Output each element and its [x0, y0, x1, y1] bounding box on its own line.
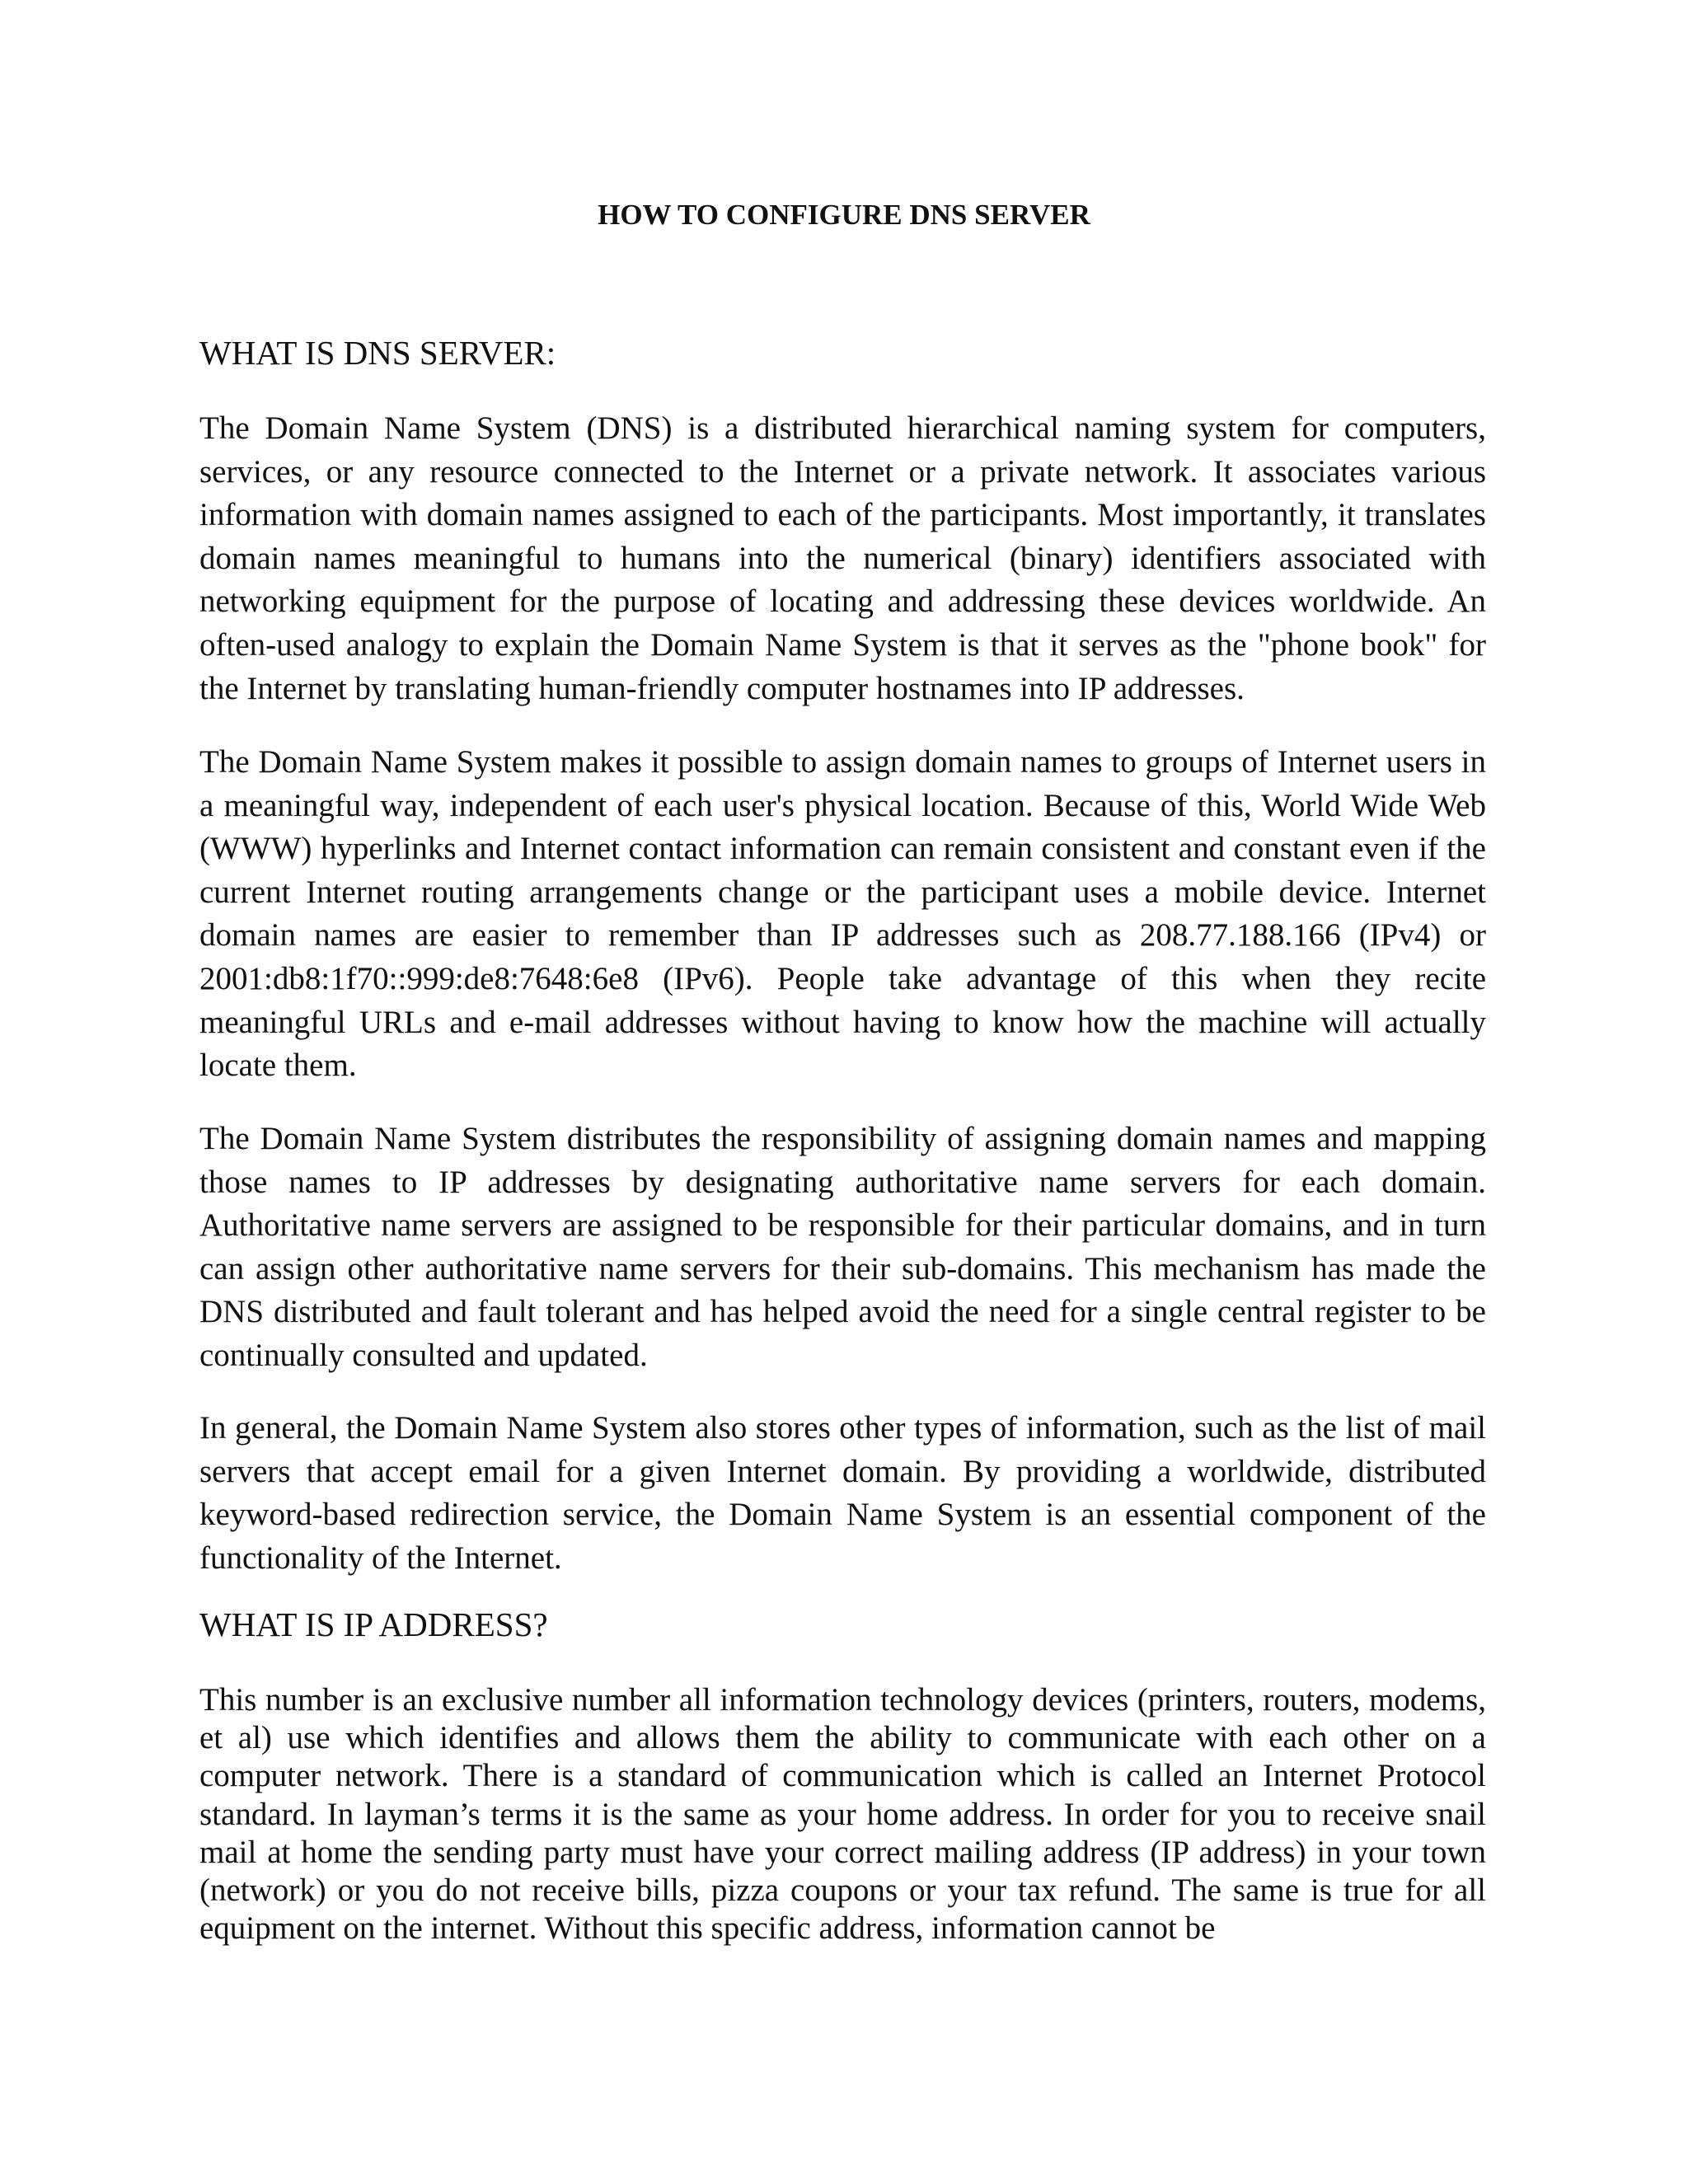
paragraph-dns-other-information: In general, the Domain Name System also stores other types of information, such as the list of mail servers that accept email for a given Internet domain. By providing a worldwide, distributed keyword-based redirection service, the Domain Name System is an essential component of the functionality of the Internet.	[199, 1410, 1486, 1576]
paragraph-dns-domain-names: The Domain Name System makes it possible to assign domain names to groups of Internet users in a meaningful way, independent of each user's physical location. Because of this, World Wide Web (WWW) hyperlinks and Internet contact information can remain consistent and constant even if the current Internet routing arrangements change or the participant uses a mobile device. Internet domain names are easier to remember than IP addresses such as 208.77.188.166 (IPv4) or 2001:db8:1f70::999:de8:7648:6e8 (IPv6). People take advantage of this when they recite meaningful URLs and e-mail addresses without having to know how the machine will actually locate them.	[199, 744, 1486, 1084]
paragraph-dns-definition: The Domain Name System (DNS) is a distributed hierarchical naming system for computers, services, or any resource connected to the Internet or a private network. It associates various information with domain names assigned to each of the participants. Most importantly, it translates domain names meaningful to humans into the numerical (binary) identifiers associated with networking equipment for the purpose of locating and addressing these devices worldwide. An often-used analogy to explain the Domain Name System is that it serves as the "phone book" for the Internet by translating human-friendly computer hostnames into IP addresses.	[199, 410, 1486, 706]
document-title: HOW TO CONFIGURE DNS SERVER	[598, 199, 1090, 231]
paragraph-ip-address-definition: This number is an exclusive number all information technology devices (printers, routers, modems, et al) use which identifies and allows them the ability to communicate with each other on a computer network. There is a standard of communication which is called an Internet Protocol standard. In layman’s terms it is the same as your home address. In order for you to receive snail mail at home the sending party must have your correct mailing address (IP address) in your town (network) or you do not receive bills, pizza coupons or your tax refund. The same is true for all equipment on the internet. Without this specific address, information cannot be	[199, 1682, 1486, 1947]
section-heading-ip-address: WHAT IS IP ADDRESS?	[199, 1605, 548, 1643]
paragraph-dns-authoritative-servers: The Domain Name System distributes the responsibility of assigning domain names and mapping those names to IP addresses by designating authoritative name servers for each domain. Authoritative name servers are assigned to be responsible for their particular domains, and in turn can assign other authoritative name servers for their sub-domains. This mechanism has made the DNS distributed and fault tolerant and has helped avoid the need for a single central register to be continually consulted and updated.	[199, 1121, 1486, 1373]
section-heading-dns-server: WHAT IS DNS SERVER:	[199, 334, 556, 372]
